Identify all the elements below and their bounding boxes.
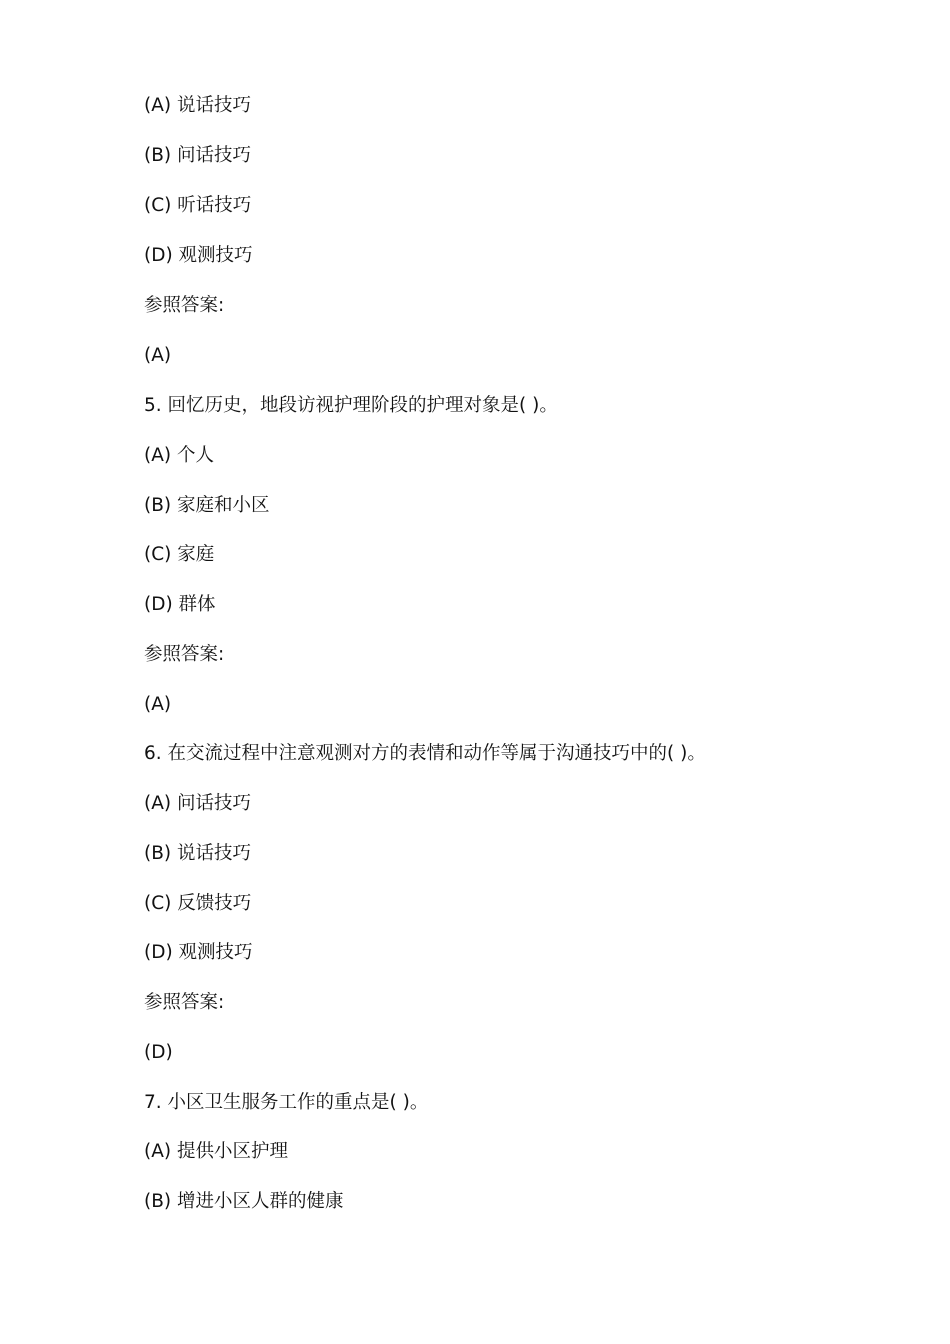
q4-option-d: (D) 观测技巧 [144,245,253,266]
q6-question: 6. 在交流过程中注意观测对方的表情和动作等属于沟通技巧中的( )。 [144,743,706,764]
q6-option-c: (C) 反馈技巧 [144,893,252,914]
q6-option-b: (B) 说话技巧 [144,843,252,864]
q4-option-a: (A) 说话技巧 [144,95,251,116]
q7-option-b: (B) 增进小区人群的健康 [144,1191,344,1212]
q4-answer: (A) [144,345,172,366]
q5-option-c: (C) 家庭 [144,544,215,565]
q6-option-d: (D) 观测技巧 [144,942,253,963]
q5-option-d: (D) 群体 [144,594,216,615]
q4-option-b: (B) 问话技巧 [144,145,252,166]
q5-question: 5. 回忆历史，地段访视护理阶段的护理对象是( )。 [144,395,558,416]
q5-option-a: (A) 个人 [144,445,214,466]
q6-answer: (D) [144,1042,173,1063]
q4-answer-label: 参照答案: [144,295,225,316]
q5-option-b: (B) 家庭和小区 [144,495,270,516]
q6-option-a: (A) 问话技巧 [144,793,251,814]
q5-answer-label: 参照答案: [144,644,225,665]
q7-option-a: (A) 提供小区护理 [144,1141,288,1162]
q7-question: 7. 小区卫生服务工作的重点是( )。 [144,1092,429,1113]
q5-answer: (A) [144,694,172,715]
q4-option-c: (C) 听话技巧 [144,195,252,216]
q6-answer-label: 参照答案: [144,992,225,1013]
